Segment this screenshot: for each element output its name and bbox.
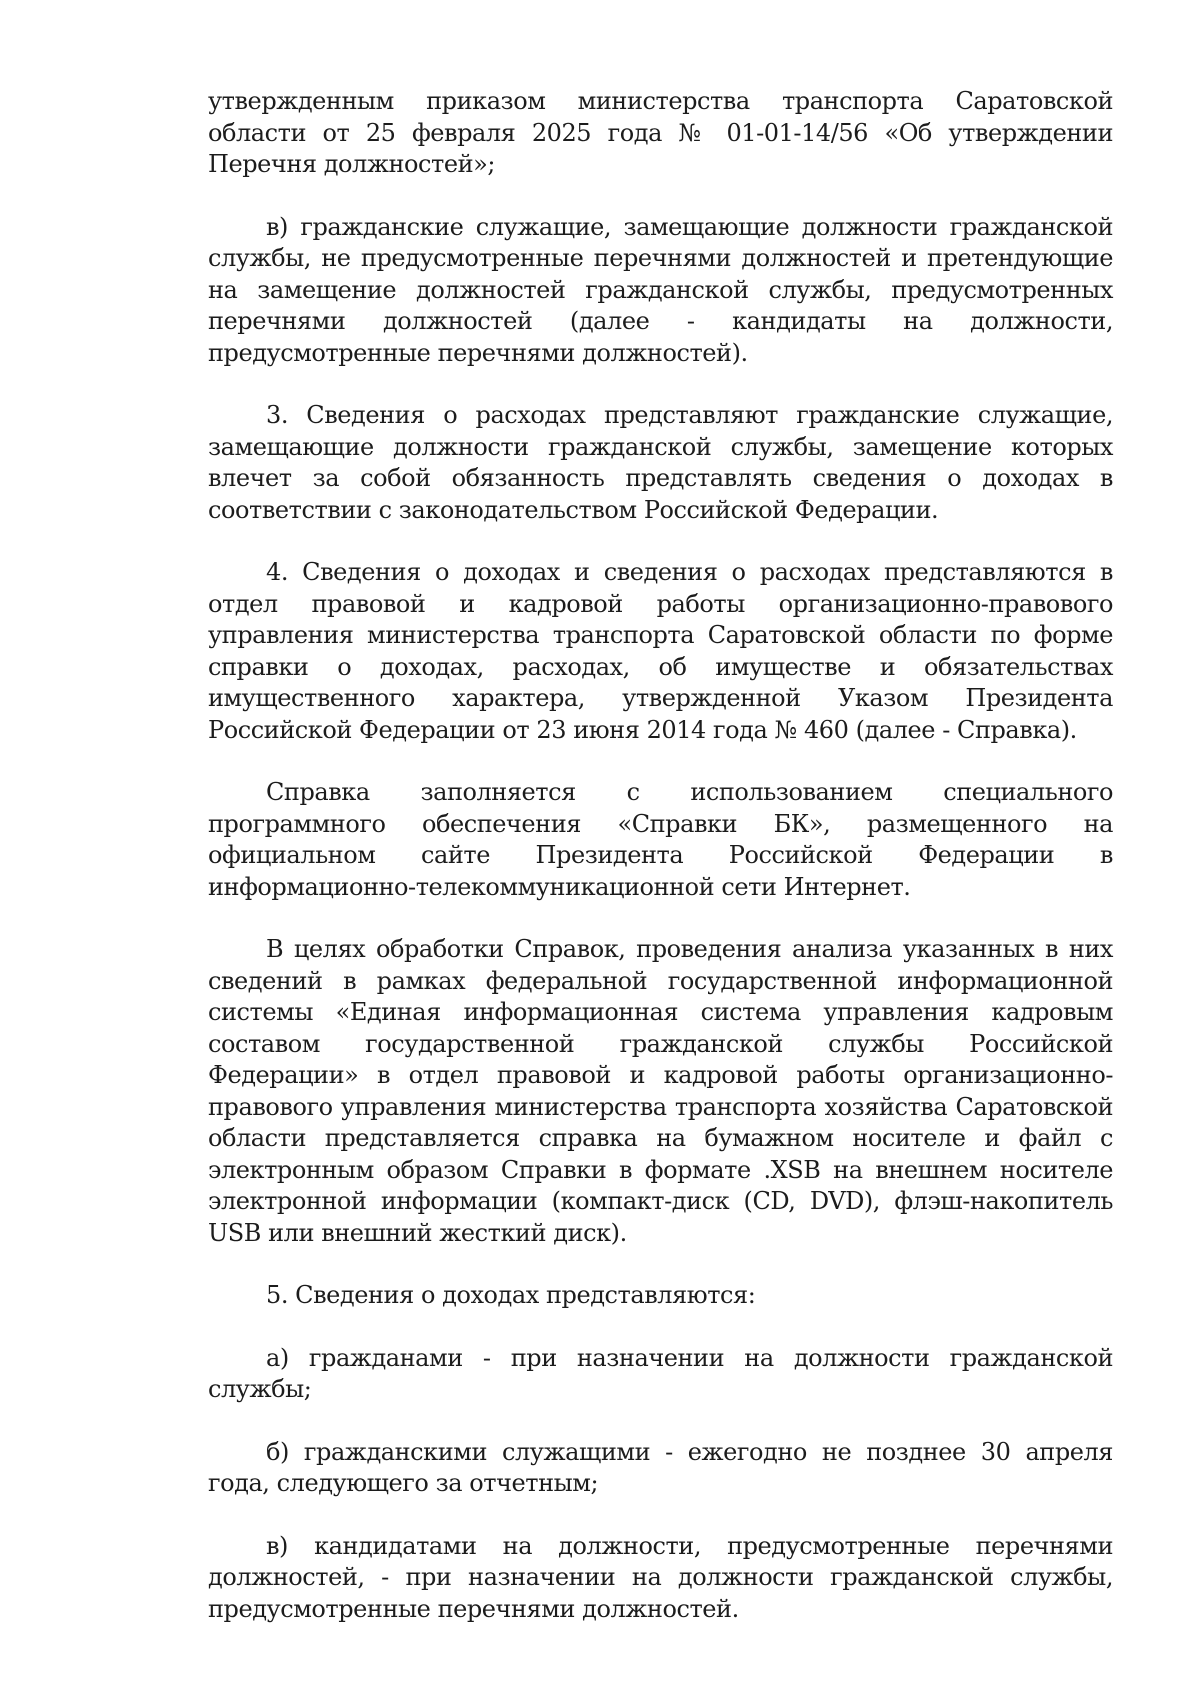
- paragraph-section-4: 4. Сведения о доходах и сведения о расходах представляются в отдел правовой и кадровой работы организационно-правового управления министерства транспорта Саратовской области по форме справки о доходах, расходах, об имуществе и обязательствах имущественного характера, утвержденной Указом Президента Российской Федерации от 23 июня 2014 года № 460 (далее - Справка).: [208, 558, 1113, 744]
- paragraph-item-v-candidates: в) кандидатами на должности, предусмотренные перечнями должностей, - при назначении на должности гражданской службы, предусмотренные перечнями должностей.: [208, 1531, 1113, 1623]
- paragraph-processing: В целях обработки Справок, проведения анализа указанных в них сведений в рамках федеральной государственной информационной системы «Единая информационная система управления кадровым составом государственной гражданской службы Российской Федерации» в отдел правовой и кадровой работы организационно-правового управления министерства транспорта хозяйства Саратовской области представляется справка на бумажном носителе и файл с электронным образом Справки в формате .XSB на внешнем носителе электронной информации (компакт-диск (CD, DVD), флэш-накопитель USB или внешний жесткий диск).: [208, 935, 1113, 1247]
- paragraph-spravka-software: Справка заполняется с использованием специального программного обеспечения «Справки БК», размещенного на официальном сайте Президента Российской Федерации в информационно-телекоммуникационной сети Интернет.: [208, 778, 1113, 901]
- paragraph-item-a: а) гражданами - при назначении на должности гражданской службы;: [208, 1343, 1113, 1403]
- document-page: [208, 86, 1113, 1656]
- paragraph-section-5: 5. Сведения о доходах представляются:: [266, 1281, 756, 1309]
- paragraph-item-v: в) гражданские служащие, замещающие должности гражданской службы, не предусмотренные перечнями должностей и претендующие на замещение должностей гражданской службы, предусмотренных перечнями должностей (далее - кандидаты на должности, предусмотренные перечнями должностей).: [208, 212, 1113, 367]
- paragraph-item-b: б) гражданскими служащими - ежегодно не позднее 30 апреля года, следующего за отчетным;: [208, 1437, 1113, 1497]
- paragraph-section-3: 3. Сведения о расходах представляют гражданские служащие, замещающие должности гражданской службы, замещение которых влечет за собой обязанность представлять сведения о доходах в соответствии с законодательством Российской Федерации.: [208, 401, 1113, 524]
- paragraph-continuation: утвержденным приказом министерства транспорта Саратовской области от 25 февраля 2025 года № 01-01-14/56 «Об утверждении Перечня должностей»;: [208, 87, 1113, 178]
